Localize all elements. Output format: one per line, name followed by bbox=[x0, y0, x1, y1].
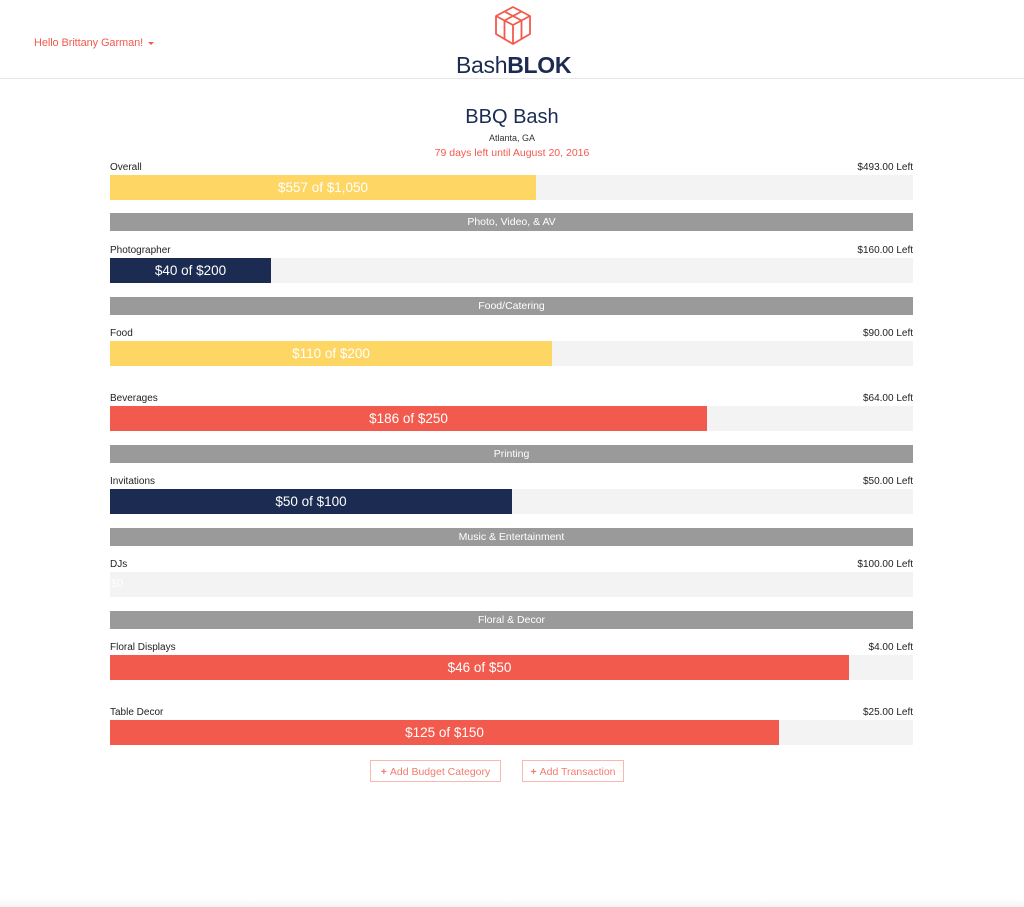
budget-row-label: Photographer bbox=[110, 245, 171, 256]
budget-progress-text: $186 of $250 bbox=[369, 411, 448, 426]
logo-wordmark: BashBLOK bbox=[456, 52, 572, 78]
caret-down-icon bbox=[148, 42, 154, 45]
section-header-music-entertainment: Music & Entertainment bbox=[110, 528, 913, 546]
budget-row-remaining: $493.00 Left bbox=[857, 162, 913, 173]
user-greeting: Hello Brittany Garman! bbox=[34, 37, 144, 49]
section-header-food-catering: Food/Catering bbox=[110, 297, 913, 315]
page-footer-edge bbox=[0, 898, 1024, 907]
budget-progress-track[interactable] bbox=[110, 406, 913, 431]
budget-progress-text: $125 of $150 bbox=[405, 725, 484, 740]
budget-row-label: Floral Displays bbox=[110, 642, 176, 653]
budget-progress-track[interactable] bbox=[110, 258, 913, 283]
budget-row-remaining: $160.00 Left bbox=[857, 245, 913, 256]
budget-progress-text: $50 of $100 bbox=[275, 494, 347, 509]
plus-icon: + bbox=[380, 766, 387, 778]
event-countdown: 79 days left until August 20, 2016 bbox=[434, 147, 590, 159]
budget-row-remaining: $64.00 Left bbox=[862, 393, 913, 404]
budget-progress-track[interactable] bbox=[110, 489, 913, 514]
budget-row-label: Beverages bbox=[110, 393, 158, 404]
budget-row-remaining: $25.00 Left bbox=[862, 707, 913, 718]
event-location: Atlanta, GA bbox=[488, 133, 536, 143]
section-header-photo-video-av: Photo, Video, & AV bbox=[110, 213, 913, 231]
section-header-floral-decor: Floral & Decor bbox=[110, 611, 913, 629]
budget-progress-text: $40 of $200 bbox=[154, 263, 227, 278]
add-budget-category-button[interactable]: + Add Budget Category bbox=[370, 760, 501, 782]
budget-progress-track[interactable] bbox=[110, 572, 913, 597]
budget-progress-text: $557 of $1,050 bbox=[277, 180, 369, 195]
budget-row-label: Invitations bbox=[110, 476, 156, 487]
budget-row-label: Table Decor bbox=[110, 707, 164, 718]
budget-row-remaining: $50.00 Left bbox=[862, 476, 913, 487]
budget-row-remaining: $100.00 Left bbox=[857, 559, 913, 570]
budget-row-label: DJs bbox=[110, 559, 128, 570]
budget-row-label: Overall bbox=[110, 162, 142, 173]
bashblok-logo[interactable] bbox=[456, 4, 572, 78]
budget-progress-text: $46 of $50 bbox=[447, 660, 512, 675]
add-transaction-button[interactable]: + Add Transaction bbox=[522, 760, 624, 782]
budget-row-label: Food bbox=[110, 328, 133, 339]
budget-progress-track[interactable] bbox=[110, 175, 913, 200]
budget-row-remaining: $90.00 Left bbox=[862, 328, 913, 339]
section-header-printing: Printing bbox=[110, 445, 913, 463]
cube-logo-icon bbox=[491, 4, 535, 48]
budget-progress-track[interactable] bbox=[110, 655, 913, 680]
budget-progress-track[interactable] bbox=[110, 720, 913, 745]
top-header bbox=[0, 0, 1024, 79]
budget-progress-track[interactable] bbox=[110, 341, 913, 366]
event-title: BBQ Bash bbox=[465, 106, 559, 128]
budget-progress-text: $0 bbox=[111, 578, 124, 590]
budget-progress-text: $110 of $200 bbox=[292, 346, 370, 361]
budget-row-remaining: $4.00 Left bbox=[868, 642, 913, 653]
plus-icon: + bbox=[530, 766, 537, 778]
user-menu-dropdown[interactable] bbox=[34, 37, 154, 49]
